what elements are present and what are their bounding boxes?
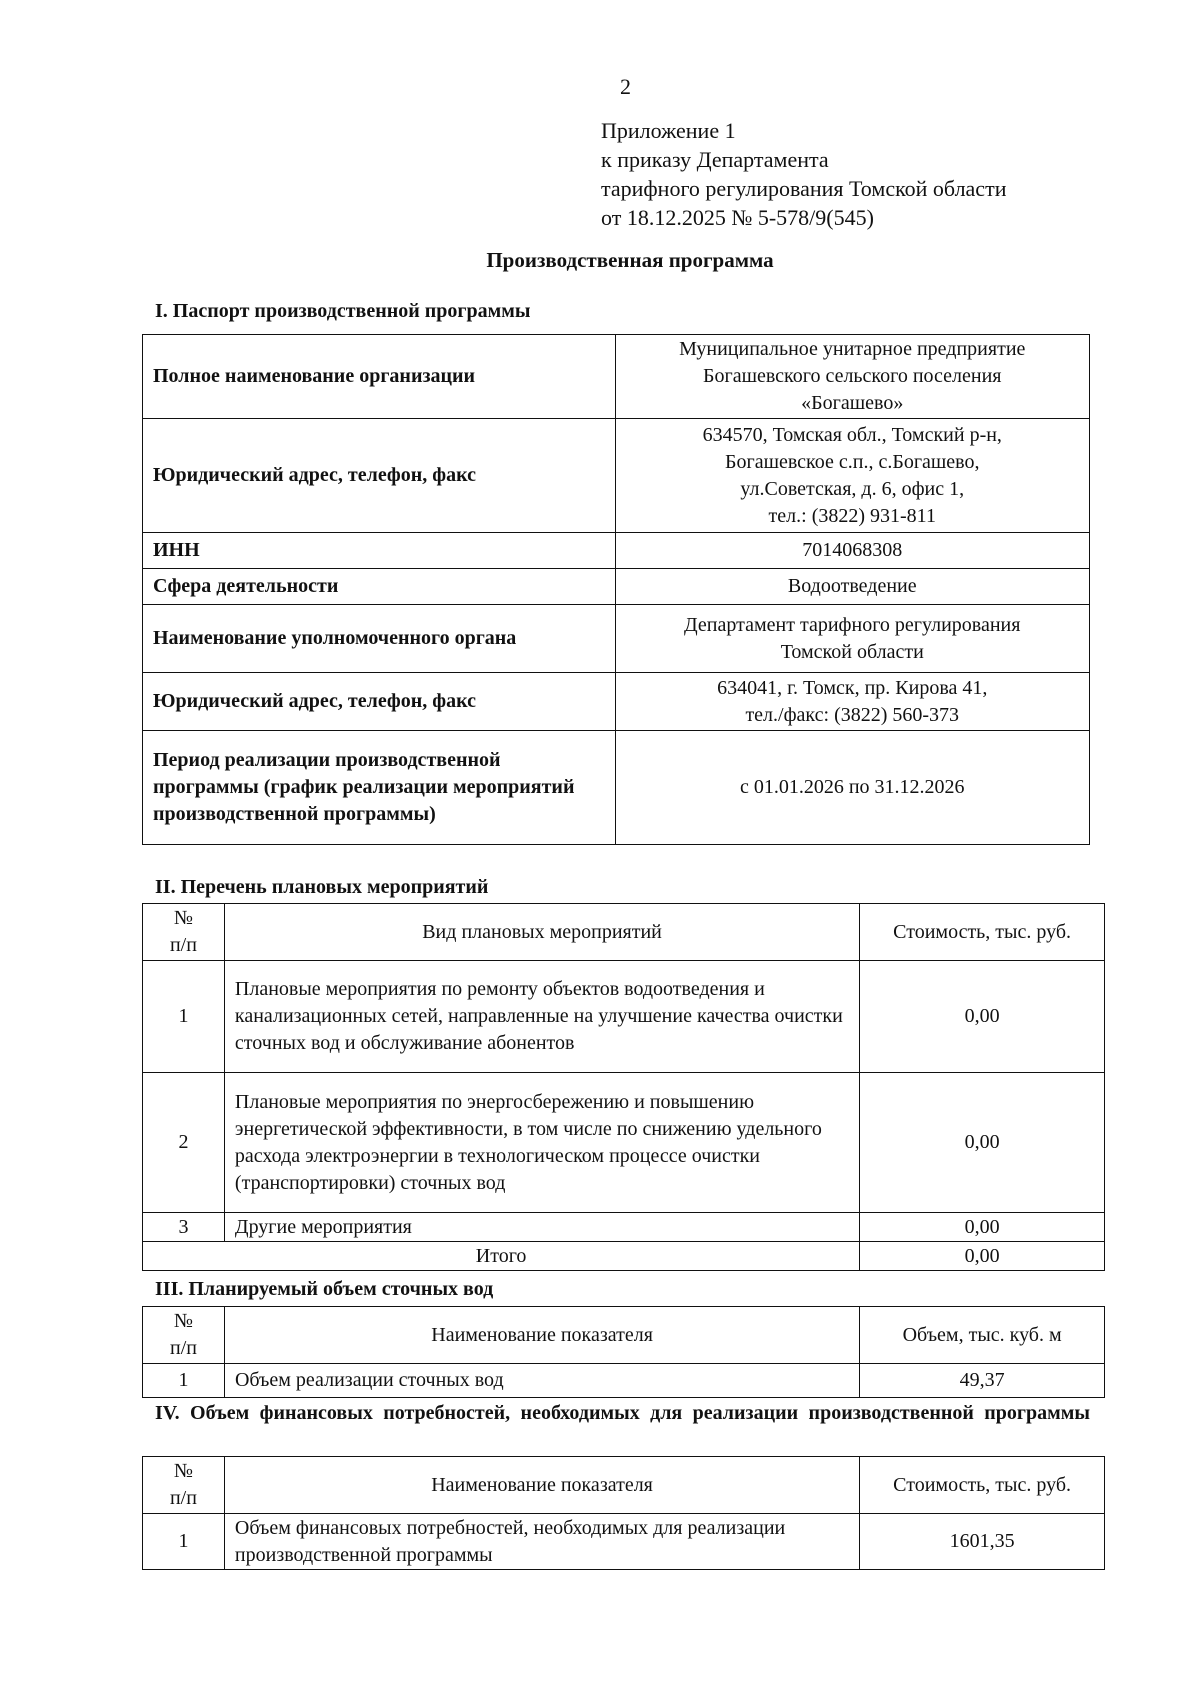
passport-label: Юридический адрес, телефон, факс — [143, 419, 616, 533]
total-label: Итого — [143, 1242, 860, 1271]
appendix-line: тарифного регулирования Томской области — [601, 176, 1007, 201]
passport-value: с 01.01.2026 по 31.12.2026 — [615, 731, 1089, 845]
table-row — [143, 1073, 1105, 1213]
col-name-header: Наименование показателя — [224, 1457, 859, 1514]
passport-value: 634041, г. Томск, пр. Кирова 41, тел./факс: (3822) 560-373 — [615, 673, 1089, 731]
passport-value: 7014068308 — [615, 533, 1089, 569]
row-name: Объем финансовых потребностей, необходимых для реализации производственной программы — [224, 1514, 859, 1570]
table-row — [143, 1213, 1105, 1242]
row-name: Объем реализации сточных вод — [224, 1364, 859, 1398]
row-cost: 0,00 — [860, 1213, 1105, 1242]
section-2-heading: II. Перечень плановых мероприятий — [155, 876, 489, 898]
passport-value: Водоотведение — [615, 569, 1089, 605]
table-row — [143, 533, 1090, 569]
col-cost-header: Стоимость, тыс. руб. — [860, 904, 1105, 961]
col-num-header: № п/п — [143, 1307, 225, 1364]
passport-value: 634570, Томская обл., Томский р-н, Богашевское с.п., с.Богашево, ул.Советская, д. 6, офис 1, тел.: (3822) 931-811 — [615, 419, 1089, 533]
row-num: 3 — [143, 1213, 225, 1242]
row-num: 1 — [143, 961, 225, 1073]
table-row — [143, 419, 1090, 533]
row-name: Плановые мероприятия по ремонту объектов водоотведения и канализационных сетей, направленные на улучшение качества очистки сточных вод и обслуживание абонентов — [224, 961, 859, 1073]
row-num: 1 — [143, 1364, 225, 1398]
appendix-block — [601, 116, 1006, 232]
passport-value: Департамент тарифного регулирования Томской области — [615, 605, 1089, 673]
appendix-line: к приказу Департамента — [601, 147, 829, 172]
document-title: Производственная программа — [486, 248, 774, 272]
passport-label: Наименование уполномоченного органа — [143, 605, 616, 673]
table-header-row — [143, 1457, 1105, 1514]
col-name-header: Наименование показателя — [224, 1307, 859, 1364]
passport-label: Полное наименование организации — [143, 335, 616, 419]
table-row — [143, 1364, 1105, 1398]
total-value: 0,00 — [860, 1242, 1105, 1271]
passport-table — [142, 334, 1090, 845]
table-header-row — [143, 1307, 1105, 1364]
passport-label: ИНН — [143, 533, 616, 569]
section-3-heading: III. Планируемый объем сточных вод — [155, 1278, 494, 1300]
row-cost: 0,00 — [860, 961, 1105, 1073]
volume-table — [142, 1306, 1105, 1398]
table-total-row — [143, 1242, 1105, 1271]
page-number: 2 — [620, 74, 631, 99]
table-row — [143, 569, 1090, 605]
table-header-row — [143, 904, 1105, 961]
passport-label: Юридический адрес, телефон, факс — [143, 673, 616, 731]
table-row — [143, 605, 1090, 673]
passport-label: Сфера деятельности — [143, 569, 616, 605]
section-1-heading: I. Паспорт производственной программы — [155, 300, 531, 322]
table-row — [143, 673, 1090, 731]
row-value: 49,37 — [860, 1364, 1105, 1398]
table-row — [143, 1514, 1105, 1570]
finance-table — [142, 1456, 1105, 1570]
row-num: 2 — [143, 1073, 225, 1213]
col-num-header: № п/п — [143, 904, 225, 961]
row-name: Плановые мероприятия по энергосбережению и повышению энергетической эффективности, в том числе по снижению удельного расхода электроэнергии в технологическом процессе очистки (транспортировки) сточных вод — [224, 1073, 859, 1213]
col-value-header: Объем, тыс. куб. м — [860, 1307, 1105, 1364]
table-row — [143, 731, 1090, 845]
activities-table — [142, 903, 1105, 1271]
appendix-line: от 18.12.2025 № 5-578/9(545) — [601, 205, 874, 230]
col-num-header: № п/п — [143, 1457, 225, 1514]
passport-label: Период реализации производственной программы (график реализации мероприятий производственной программы) — [143, 731, 616, 845]
row-name: Другие мероприятия — [224, 1213, 859, 1242]
table-row — [143, 961, 1105, 1073]
row-num: 1 — [143, 1514, 225, 1570]
table-row — [143, 335, 1090, 419]
row-cost: 0,00 — [860, 1073, 1105, 1213]
col-cost-header: Стоимость, тыс. руб. — [860, 1457, 1105, 1514]
appendix-line: Приложение 1 — [601, 118, 736, 143]
col-name-header: Вид плановых мероприятий — [224, 904, 859, 961]
passport-value: Муниципальное унитарное предприятие Богашевского сельского поселения «Богашево» — [615, 335, 1089, 419]
row-cost: 1601,35 — [860, 1514, 1105, 1570]
section-4-heading: IV. Объем финансовых потребностей, необходимых для реализации производственной программы — [155, 1402, 1090, 1424]
